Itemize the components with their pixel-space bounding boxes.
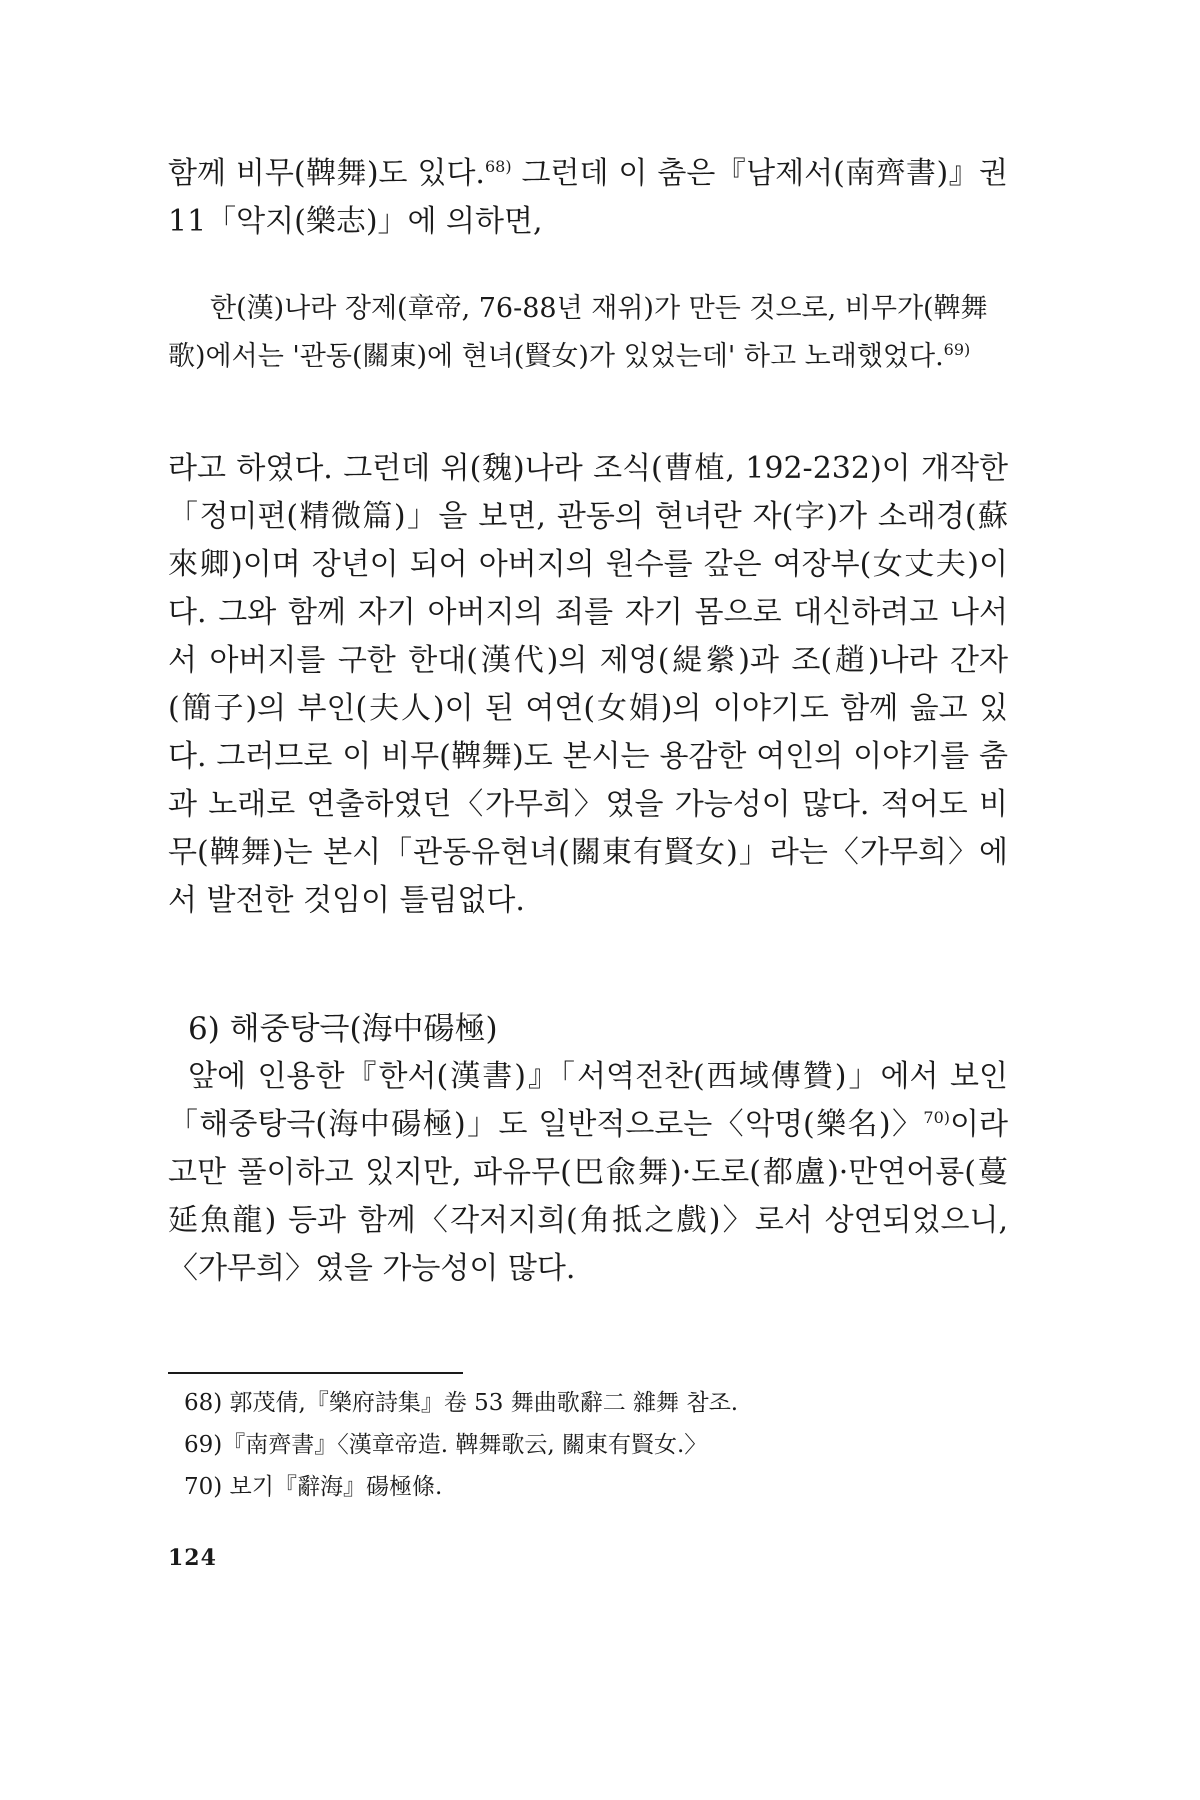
intro-text-continued: 그런데 이 춤은『남제서(南齊書)』권 11「악지(樂志)」에 의하면, [168, 156, 1008, 239]
footnote-ref-69: 69) [943, 340, 971, 359]
section-heading: 6) 해중탕극(海中碭極) [188, 1011, 498, 1047]
section-paragraph [168, 1053, 1008, 1293]
footnote-69: 69)『南齊書』〈漢章帝造. 鞞舞歌云, 關東有賢女.〉 [184, 1432, 708, 1458]
footnote-68: 68) 郭茂倩,『樂府詩集』卷 53 舞曲歌辭二 雜舞 참조. [184, 1390, 739, 1416]
intro-text: 함께 비무(鞞舞)도 있다. [168, 156, 485, 191]
block-quote [168, 285, 1008, 381]
section-text-continued: 이라고만 풀이하고 있지만, 파유무(巴兪舞)·도로(都盧)·만연어룡(蔓延魚龍) 등과 함께〈각저지희(角抵之戲)〉로서 상연되었으니,〈가무희〉였을 가능성이 많다. [168, 1107, 1008, 1286]
footnote-70: 70) 보기『辭海』碭極條. [184, 1474, 443, 1500]
intro-paragraph [168, 150, 1008, 246]
footnote-divider [168, 1372, 463, 1374]
body-paragraph-text: 라고 하였다. 그런데 위(魏)나라 조식(曹植, 192-232)이 개작한「정미편(精微篇)」을 보면, 관동의 현녀란 자(字)가 소래경(蘇來卿)이며 장년이 되어 아버지의 원수를 갚은 여장부(女丈夫)이다. 그와 함께 자기 아버지의 죄를 자기 몸으로 대신하려고 나서서 아버지를 구한 한대(漢代)의 제영(緹縈)과 조(趙)나라 간자(簡子)의 부인(夫人)이 된 여연(女娟)의 이야기도 함께 읊고 있다. 그러므로 이 비무(鞞舞)도 본시는 용감한 여인의 이야기를 춤과 노래로 연출하였던〈가무희〉였을 가능성이 많다. 적어도 비무(鞞舞)는 본시「관동유현녀(關東有賢女)」라는〈가무희〉에서 발전한 것임이 틀림없다. [168, 451, 1008, 918]
quote-text: 한(漢)나라 장제(章帝, 76-88년 재위)가 만든 것으로, 비무가(鞞舞歌)에서는 '관동(關東)에 현녀(賢女)가 있었는데' 하고 노래했었다. [168, 293, 988, 372]
body-paragraph [168, 445, 1008, 925]
page-number: 124 [168, 1545, 217, 1571]
footnote-ref-68: 68) [484, 157, 512, 176]
footnotes [184, 1382, 984, 1508]
section-text: 앞에 인용한『한서(漢書)』「서역전찬(西域傳贊)」에서 보인「해중탕극(海中碭極)」도 일반적으로는〈악명(樂名)〉 [168, 1059, 1008, 1142]
footnote-ref-70: 70) [923, 1108, 951, 1127]
